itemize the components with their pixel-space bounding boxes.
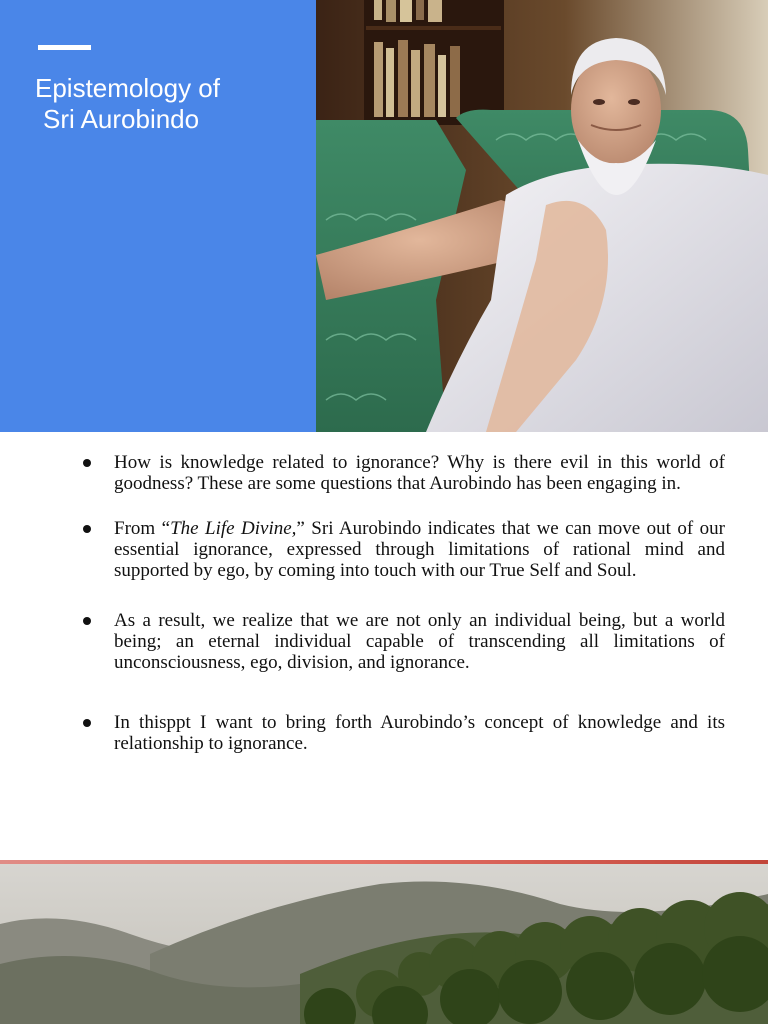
bullet-list — [80, 452, 725, 754]
list-item — [80, 518, 725, 581]
page-title — [35, 73, 305, 135]
list-item — [80, 712, 725, 754]
list-item — [80, 610, 725, 673]
title-accent-rule — [38, 45, 91, 50]
bullet-icon — [83, 719, 91, 727]
portrait-photo — [316, 0, 768, 432]
book-title: The Life Divine, — [170, 518, 297, 539]
bullet-text: As a result, we realize that we are not only an individual being, but a world being; an eternal individual capable of transcending all limitations of unconsciousness, ego, division, and ignorance. — [114, 610, 725, 673]
bullet-text-before: From “ — [114, 518, 171, 539]
title-panel — [0, 0, 316, 432]
list-item — [80, 452, 725, 494]
bullet-icon — [83, 525, 91, 533]
title-line-1: Epistemology of — [35, 73, 220, 103]
bullet-icon — [83, 617, 91, 625]
bullet-icon — [83, 459, 91, 467]
bullet-text-after: ” Sri Aurobindo indicates that we can move out of our essential ignorance, expressed through limitations of rational mind and supported by ego, by coming into touch with our True Self and Soul. — [114, 518, 725, 581]
bullet-text: In thisppt I want to bring forth Aurobindo’s concept of knowledge and its relationship to ignorance. — [114, 712, 725, 754]
bullet-text: How is knowledge related to ignorance? Why is there evil in this world of goodness? These are some questions that Aurobindo has been engaging in. — [114, 452, 725, 494]
mountain-landscape-photo — [0, 864, 768, 1024]
title-line-2: Sri Aurobindo — [43, 104, 200, 134]
